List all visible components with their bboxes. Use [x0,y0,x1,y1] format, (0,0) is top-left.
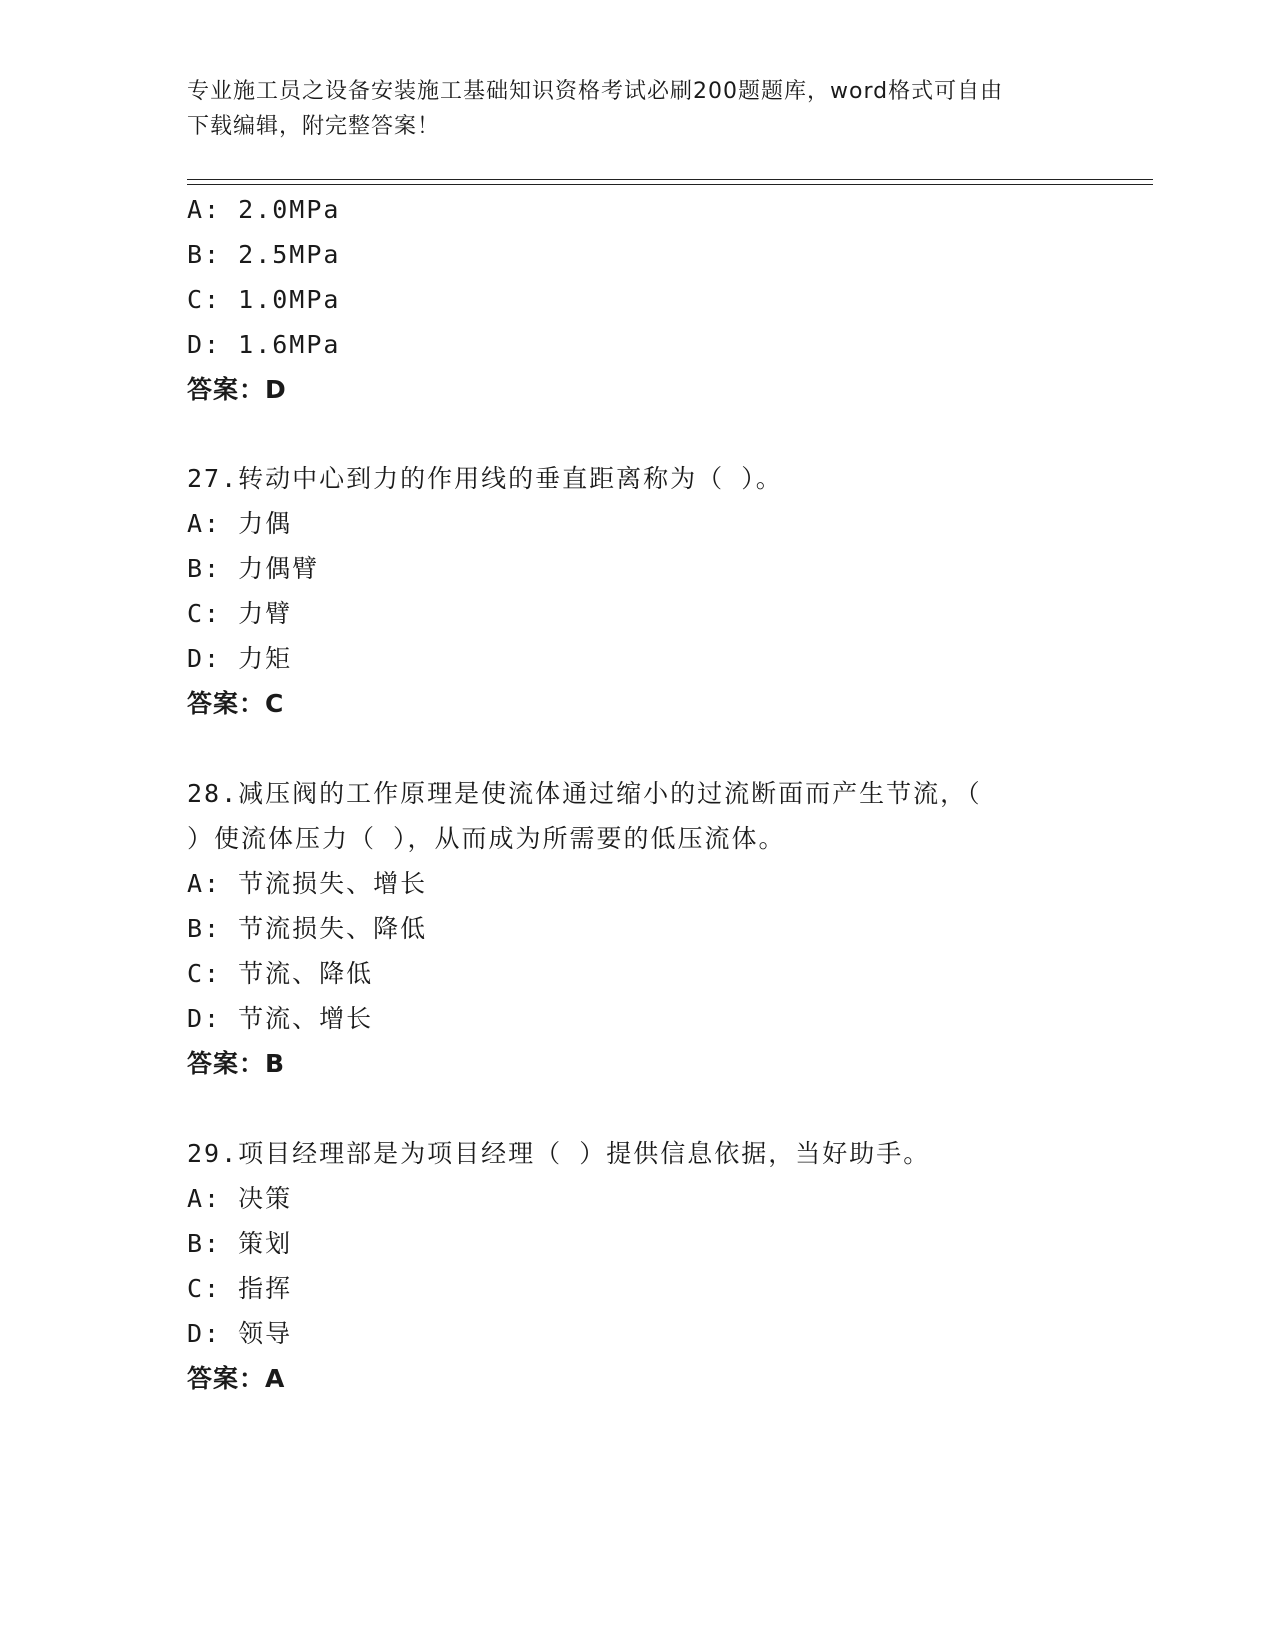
q27-answer: 答案：C [187,689,285,718]
q28-option-b: B: 节流损失、降低 [187,914,428,943]
q27-option-b: B: 力偶臂 [187,554,320,583]
q29-option-a: A: 决策 [187,1184,293,1213]
q28-question-line-2: ）使流体压力（ ），从而成为所需要的低压流体。 [187,824,786,853]
q27-question: 27.转动中心到力的作用线的垂直距离称为（ ）。 [187,464,783,493]
q28-option-a: A: 节流损失、增长 [187,869,428,898]
header-divider-bottom [187,184,1153,185]
q26-option-b: B: 2.5MPa [187,240,341,269]
header-divider-top [187,179,1153,180]
q26-option-d: D: 1.6MPa [187,330,341,359]
q27-option-a: A: 力偶 [187,509,293,538]
q26-answer: 答案：D [187,375,287,404]
q28-option-c: C: 节流、降低 [187,959,374,988]
q28-question-line-1: 28.减压阀的工作原理是使流体通过缩小的过流断面而产生节流，（ [187,779,982,808]
q29-option-c: C: 指挥 [187,1274,293,1303]
q27-option-c: C: 力臂 [187,599,293,628]
q28-option-d: D: 节流、增长 [187,1004,374,1033]
document-header [187,74,1067,144]
q29-answer: 答案：A [187,1364,286,1393]
q26-option-c: C: 1.0MPa [187,285,341,314]
q27-option-d: D: 力矩 [187,644,293,673]
q29-option-b: B: 策划 [187,1229,293,1258]
header-title-line-1: 专业施工员之设备安装施工基础知识资格考试必刷200题题库，word格式可自由 [187,79,1004,104]
header-title-line-2: 下载编辑，附完整答案！ [187,114,441,139]
q29-option-d: D: 领导 [187,1319,293,1348]
q28-answer: 答案：B [187,1049,286,1078]
q29-question: 29.项目经理部是为项目经理（ ）提供信息依据，当好助手。 [187,1139,931,1168]
q26-option-a: A: 2.0MPa [187,195,341,224]
